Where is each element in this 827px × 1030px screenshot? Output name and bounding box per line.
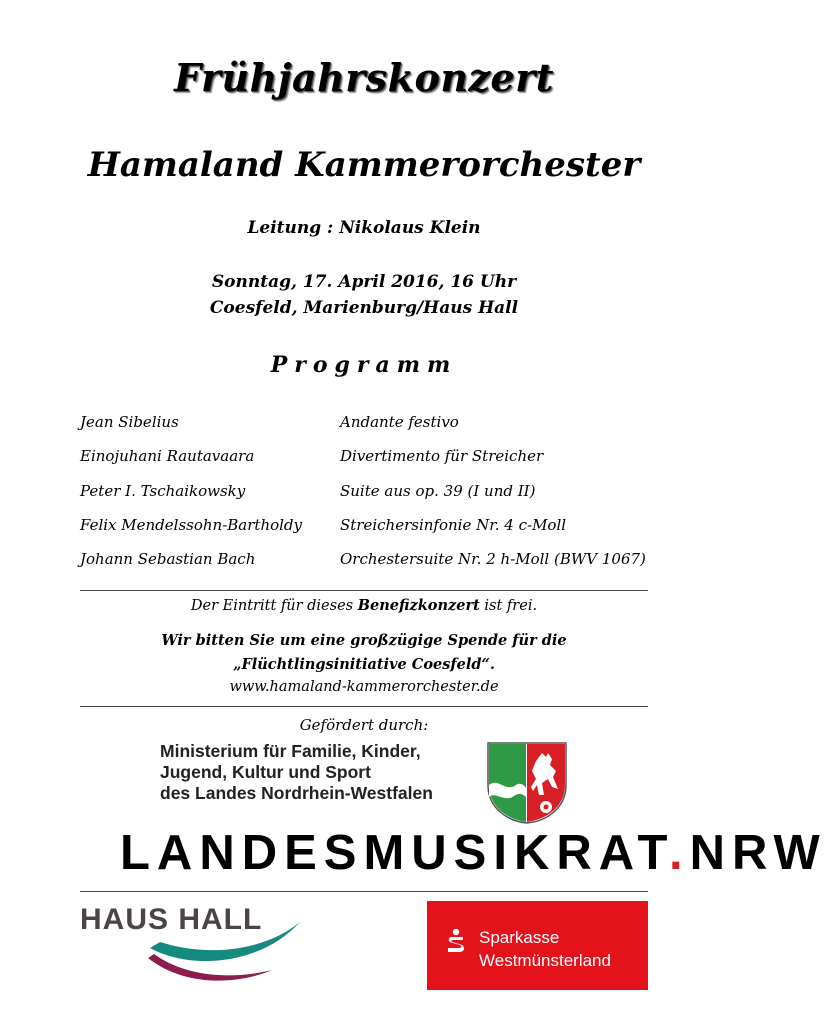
work-title: Divertimento für Streicher <box>340 447 544 465</box>
ministry-line: Ministerium für Familie, Kinder, <box>160 741 421 761</box>
entry-highlight: Benefizkonzert <box>357 597 480 614</box>
work-title: Andante festivo <box>340 413 459 431</box>
program-item <box>80 447 660 471</box>
orchestra-name: Hamaland Kammerorchester <box>87 145 641 185</box>
sparkasse-logo <box>427 901 648 990</box>
composer-name: Johann Sebastian Bach <box>80 550 256 568</box>
sparkasse-s-icon <box>445 928 467 954</box>
sparkasse-region: Westmünsterland <box>479 951 611 970</box>
landesmusikrat-name: LANDESMUSIKRAT <box>120 826 669 880</box>
concert-date: Sonntag, 17. April 2016, 16 Uhr <box>211 272 517 292</box>
divider <box>80 590 648 591</box>
sparkasse-name: Sparkasse <box>479 928 560 947</box>
donation-appeal: Wir bitten Sie um eine großzügige Spende für die <box>161 632 567 649</box>
concert-venue: Coesfeld, Marienburg/Haus Hall <box>209 298 519 318</box>
ministry-name <box>160 741 433 804</box>
entry-text-end: ist frei. <box>479 598 538 614</box>
ministry-line: Jugend, Kultur und Sport <box>160 762 371 782</box>
program-item <box>80 482 660 506</box>
composer-name: Peter I. Tschaikowsky <box>80 482 246 500</box>
website-link[interactable]: www.hamaland-kammerorchester.de <box>229 679 499 695</box>
concert-title: Frühjahrskonzert <box>174 55 554 100</box>
entry-note <box>0 597 728 614</box>
program-item <box>80 516 660 540</box>
program-heading: Programm <box>270 352 458 378</box>
ministry-line: des Landes Nordrhein-Westfalen <box>160 783 433 803</box>
composer-name: Jean Sibelius <box>80 413 179 431</box>
program-item <box>80 413 660 437</box>
haus-hall-logo-text: HAUS HALL <box>80 903 263 936</box>
landesmusikrat-dot: . <box>668 826 690 880</box>
entry-text: Der Eintritt für dieses <box>190 598 358 614</box>
work-title: Orchestersuite Nr. 2 h-Moll (BWV 1067) <box>340 550 646 568</box>
work-title: Suite aus op. 39 (I und II) <box>340 482 536 500</box>
program-item <box>80 550 660 574</box>
nrw-coat-of-arms-icon <box>486 741 568 825</box>
work-title: Streichersinfonie Nr. 4 c-Moll <box>340 516 567 534</box>
landesmusikrat-suffix: NRW <box>689 826 827 880</box>
donation-recipient: „Flüchtlingsinitiative Coesfeld“. <box>233 656 495 673</box>
divider <box>80 706 648 707</box>
conductor: Leitung : Nikolaus Klein <box>247 218 481 238</box>
divider <box>80 891 648 892</box>
haus-hall-swoosh-icon <box>140 918 306 990</box>
composer-name: Felix Mendelssohn-Bartholdy <box>80 516 303 534</box>
funded-by-label: Gefördert durch: <box>299 716 429 734</box>
composer-name: Einojuhani Rautavaara <box>80 447 255 465</box>
landesmusikrat-logo <box>120 825 827 881</box>
